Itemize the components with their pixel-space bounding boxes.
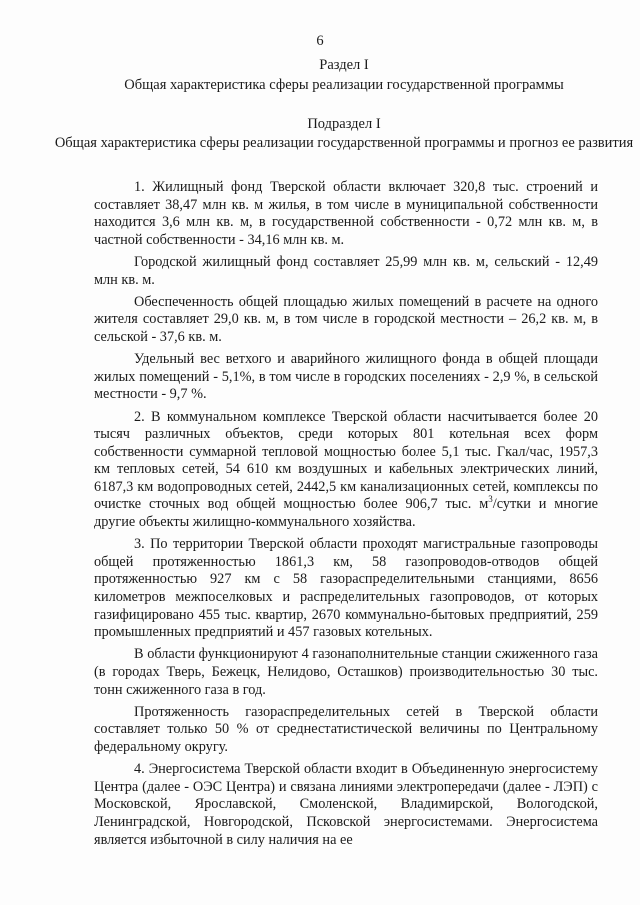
- paragraph-gas-network-length: Протяженность газораспределительных сетей в Тверской области составляет только 50 % от среднестатистической величины по Центральному федеральному округу.: [94, 703, 598, 755]
- paragraph-urban-rural-stock: Городской жилищный фонд составляет 25,99 млн кв. м, сельский - 12,49 млн кв. м.: [94, 253, 598, 288]
- communal-complex-text: 2. В коммунальном комплексе Тверской области насчитывается более 20 тысяч различных объектов, среди которых 801 котельная всех форм собственности суммарной тепловой мощностью более 5,1 тыс. Гкал/час, 1957,3 км тепловых сетей, 54 610 км воздушных и кабельных электрических линий, 6187,3 км водопроводных сетей, 2442,5 км канализационных сетей, комплексы по очистке сточных вод общей мощностью более 906,7 тыс. м: [94, 408, 598, 513]
- paragraph-energy-system: 4. Энергосистема Тверской области входит в Объединенную энергосистему Центра (далее - ОЭС Центра) и связана линиями электропередачи (далее - ЛЭП) с Московской, Ярославской, Смоленской, Владимирской, Вологодской, Ленинградской, Новгородской, Псковской энергосистемами. Энергосистема является избыточной в силу наличия на ее: [94, 761, 598, 848]
- section-heading: Раздел I: [319, 57, 369, 73]
- body-text: [94, 179, 598, 854]
- paragraph-gas-filling-stations: В области функционируют 4 газонаполнительные станции сжиженного газа (в городах Тверь, Бежецк, Нелидово, Осташков) производительностью 30 тыс. тонн сжиженного газа в год.: [94, 646, 598, 698]
- page-number: 6: [316, 33, 324, 49]
- paragraph-dilapidated-housing: Удельный вес ветхого и аварийного жилищного фонда в общей площади жилых помещений - 5,1%, в том числе в городских поселениях - 2,9 %, в сельской местности - 9,7 %.: [94, 351, 598, 403]
- paragraph-housing-stock: 1. Жилищный фонд Тверской области включает 320,8 тыс. строений и составляет 38,47 млн кв. м жилья, в том числе в муниципальной собственности находится 3,6 млн кв. м, в государственной собственности - 0,72 млн кв. м, в частной собственности - 34,16 млн кв. м.: [94, 179, 598, 248]
- subsection-title: Общая характеристика сферы реализации государственной программы и прогноз ее развития: [54, 135, 634, 151]
- section-title: Общая характеристика сферы реализации государственной программы: [124, 77, 564, 93]
- subsection-heading: Подраздел I: [307, 116, 381, 132]
- communal-complex-text-end: /сутки и многие другие объекты жилищно-коммунального хозяйства.: [94, 496, 598, 531]
- paragraph-gas-pipelines: 3. По территории Тверской области проходят магистральные газопроводы общей протяженностью 1861,3 км, 58 газопроводов-отводов общей протяженностью 927 км с 58 газораспределительными станциями, 8656 километров межпоселковых и распределительных газопроводов, от которых газифицировано 455 тыс. квартир, 2670 коммунально-бытовых предприятий, 259 промышленных предприятий и 457 газовых котельных.: [94, 536, 598, 641]
- paragraph-area-per-resident: Обеспеченность общей площадью жилых помещений в расчете на одного жителя составляет 29,0 кв. м, в том числе в городской местности – 26,2 кв. м, в сельской - 37,6 кв. м.: [94, 293, 598, 345]
- cubic-superscript: 3: [488, 494, 493, 505]
- paragraph-communal-complex: [94, 409, 598, 532]
